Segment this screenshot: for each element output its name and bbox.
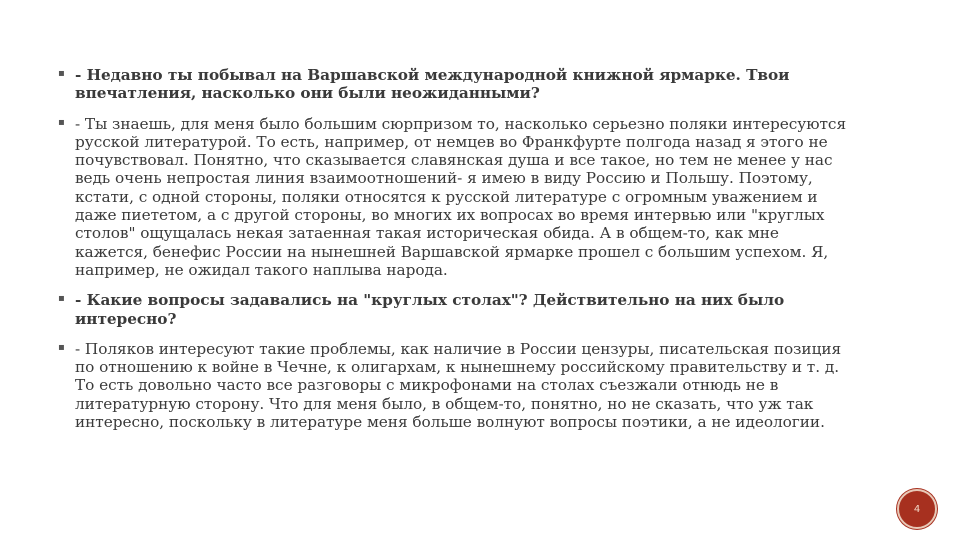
page-number-badge — [897, 489, 937, 529]
bullet-list — [58, 66, 848, 443]
square-bullet-icon: ▪ — [58, 341, 65, 353]
question-text: - Какие вопросы задавались на "круглых столах"? Действительно на них было интересно? — [75, 291, 785, 328]
interview-answer-2 — [58, 340, 848, 431]
answer-text: - Ты знаешь, для меня было большим сюрпризом то, насколько серьезно поляки интересуются русской литературой. То есть, например, от немцев во Франкфурте полгода назад я этого не почувствовал. Понятно, что сказывается славянская душа и все такое, но тем не менее у нас ведь очень непростая линия взаимоотношений- я имею в виду Россию и Польшу. Поэтому, кстати, с одной стороны, поляки относятся к русской литературе с огромным уважением и даже пиететом, а с другой стороны, во многих их вопросах во время интервью или "круглых столов" ощущалась некая затаенная такая историческая обида. А в общем-то, как мне кажется, бенефис России на нынешней Варшавской ярмарке прошел с большим успехом. Я, например, не ожидал такого наплыва народа. — [75, 114, 847, 279]
square-bullet-icon: ▪ — [58, 68, 65, 79]
interview-question-1 — [58, 66, 848, 103]
question-text: - Недавно ты побывал на Варшавской международной книжной ярмарке. Твои впечатления, насколько они были неожиданными? — [75, 66, 790, 103]
square-bullet-icon: ▪ — [58, 116, 65, 128]
page-number: 4 — [913, 503, 921, 515]
interview-question-2 — [58, 291, 848, 328]
interview-answer-1 — [58, 115, 848, 280]
answer-text: - Поляков интересуют такие проблемы, как наличие в России цензуры, писательская позиция по отношению к войне в Чечне, к олигархам, к нынешнему российскому правительству и т. д. То есть довольно часто все разговоры с микрофонами на столах съезжали отнюдь не в литературную сторону. Что для меня было, в общем-то, понятно, но не сказать, что уж так интересно, поскольку в литературе меня больше волнуют вопросы поэтики, а не идеологии. — [75, 339, 842, 432]
square-bullet-icon: ▪ — [58, 293, 65, 305]
